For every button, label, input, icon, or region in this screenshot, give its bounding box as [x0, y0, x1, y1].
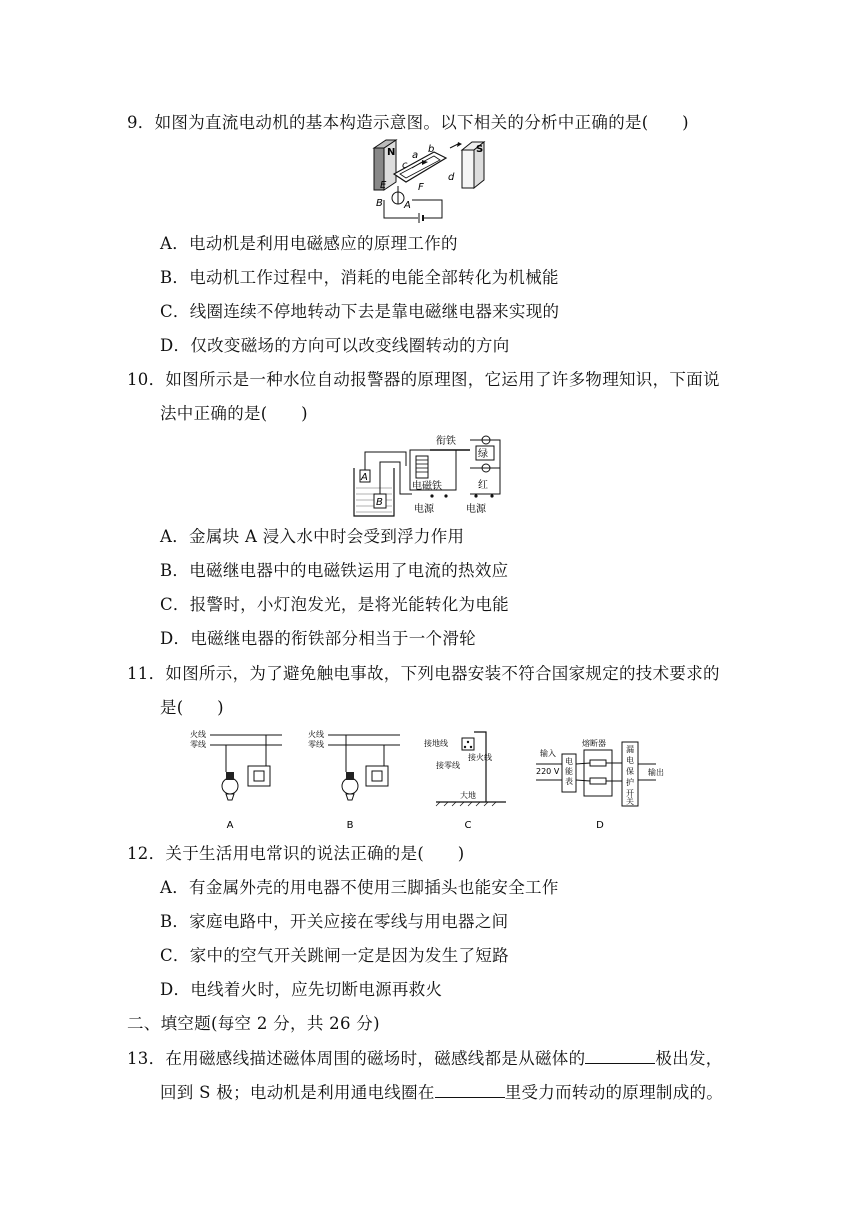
- q11-caption-b: B: [346, 820, 354, 831]
- q11-a-neutral-label: 零线: [190, 740, 206, 749]
- q11-caption-c: C: [464, 820, 472, 831]
- q11-caption-a: A: [226, 820, 234, 831]
- q11-wiring-figures: [186, 728, 676, 836]
- q11-b-neutral-label: 零线: [308, 740, 324, 749]
- q9-label-b: b: [428, 144, 435, 155]
- q11-d-voltage: 220 V: [536, 767, 560, 776]
- q9-option-c: C．线圈连续不停地转动下去是靠电磁继电器来实现的: [160, 302, 560, 321]
- q13-blank-1[interactable]: [585, 1047, 655, 1064]
- q10-water-alarm-figure: [350, 432, 510, 522]
- q10-label-power2: 电源: [466, 504, 486, 515]
- q10-label-green: 绿: [478, 449, 488, 460]
- q10-label-electromagnet: 电磁铁: [412, 481, 442, 492]
- q10-option-b: B．电磁继电器中的电磁铁运用了电流的热效应: [160, 561, 509, 580]
- q11-figure-a: [190, 729, 282, 831]
- q9-label-e: E: [380, 180, 387, 191]
- q13-line2-text-b: 里受力而转动的原理制成的。: [504, 1083, 724, 1102]
- q13-line2: [160, 1081, 723, 1104]
- q11-figure-b: [308, 729, 400, 831]
- q9-label-a: a: [412, 150, 419, 161]
- q9-option-a: A．电动机是利用电磁感应的原理工作的: [160, 234, 458, 253]
- q10-label-b: B: [376, 497, 383, 508]
- q11-d-protector-2: 电: [626, 756, 634, 765]
- section2-title: 二、填空题(每空 2 分，共 26 分): [127, 1014, 380, 1033]
- q9-label-a2: A: [404, 200, 411, 211]
- q11-c-ground-wire: 接地线: [424, 739, 448, 748]
- q10-label-red: 红: [478, 480, 488, 491]
- q9-label-f: F: [418, 182, 424, 193]
- q10-option-c: C．报警时，小灯泡发光，是将光能转化为电能: [160, 595, 509, 614]
- q11-d-output: 输出: [648, 768, 664, 777]
- q9-label-c: c: [402, 160, 408, 171]
- q11-figure-d: [536, 738, 664, 831]
- q12-stem: 12．关于生活用电常识的说法正确的是( ): [127, 844, 465, 863]
- q11-d-fuse: 熔断器: [582, 739, 606, 748]
- q11-d-protector-1: 漏: [626, 745, 634, 754]
- q9-option-d: D．仅改变磁场的方向可以改变线圈转动的方向: [160, 336, 510, 355]
- q10-option-a: A．金属块 A 浸入水中时会受到浮力作用: [160, 527, 465, 546]
- q11-stem-line1: 11．如图所示，为了避免触电事故，下列电器安装不符合国家规定的技术要求的: [127, 664, 720, 683]
- q11-d-meter-2: 能: [565, 767, 573, 776]
- q10-stem-line1: 10．如图所示是一种水位自动报警器的原理图，它运用了许多物理知识，下面说: [127, 370, 720, 389]
- q10-stem-line2: 法中正确的是( ): [160, 404, 308, 423]
- q10-option-d: D．电磁继电器的衔铁部分相当于一个滑轮: [160, 629, 476, 648]
- q11-d-protector-4: 护: [626, 778, 634, 787]
- q9-label-n: N: [387, 147, 396, 158]
- q11-d-input: 输入: [540, 749, 556, 758]
- q11-d-protector-6: 关: [626, 797, 634, 806]
- q9-motor-figure: [372, 138, 492, 234]
- q12-option-a: A．有金属外壳的用电器不使用三脚插头也能安全工作: [160, 878, 559, 897]
- q11-c-earth: 大地: [460, 791, 476, 800]
- q11-d-meter-1: 电: [565, 757, 573, 766]
- q12-option-c: C．家中的空气开关跳闸一定是因为发生了短路: [160, 946, 509, 965]
- q11-figure-c: [424, 732, 506, 831]
- q11-c-to-neutral: 接零线: [436, 761, 460, 770]
- q9-label-d: d: [448, 172, 455, 183]
- q13-line1-text-a: 13．在用磁感线描述磁体周围的磁场时，磁感线都是从磁体的: [127, 1049, 586, 1068]
- q12-option-d: D．电线着火时，应先切断电源再救火: [160, 980, 443, 999]
- q11-d-protector-5: 开: [626, 789, 634, 798]
- q10-label-armature: 衔铁: [436, 436, 456, 447]
- q11-caption-d: D: [596, 820, 604, 831]
- q13-blank-2[interactable]: [435, 1081, 505, 1098]
- q10-label-power1: 电源: [414, 504, 434, 515]
- q11-b-live-label: 火线: [308, 730, 324, 739]
- q13-line2-text-a: 回到 S 极；电动机是利用通电线圈在: [160, 1083, 435, 1102]
- q11-d-protector-3: 保: [626, 767, 634, 776]
- q12-option-b: B．家庭电路中，开关应接在零线与用电器之间: [160, 912, 509, 931]
- q11-d-meter-3: 表: [565, 777, 573, 786]
- q11-c-to-live: 接火线: [468, 753, 492, 762]
- q9-option-b: B．电动机工作过程中，消耗的电能全部转化为机械能: [160, 268, 559, 287]
- q9-stem: 9．如图为直流电动机的基本构造示意图。以下相关的分析中正确的是( ): [127, 113, 689, 132]
- q11-stem-line2: 是( ): [160, 698, 224, 717]
- q9-label-b2: B: [376, 198, 383, 209]
- q10-label-a: A: [361, 472, 368, 483]
- q13-line1-text-b: 极出发，: [655, 1049, 723, 1068]
- q11-a-live-label: 火线: [190, 730, 206, 739]
- q13-line1: [127, 1047, 723, 1070]
- q9-label-s: S: [476, 144, 484, 155]
